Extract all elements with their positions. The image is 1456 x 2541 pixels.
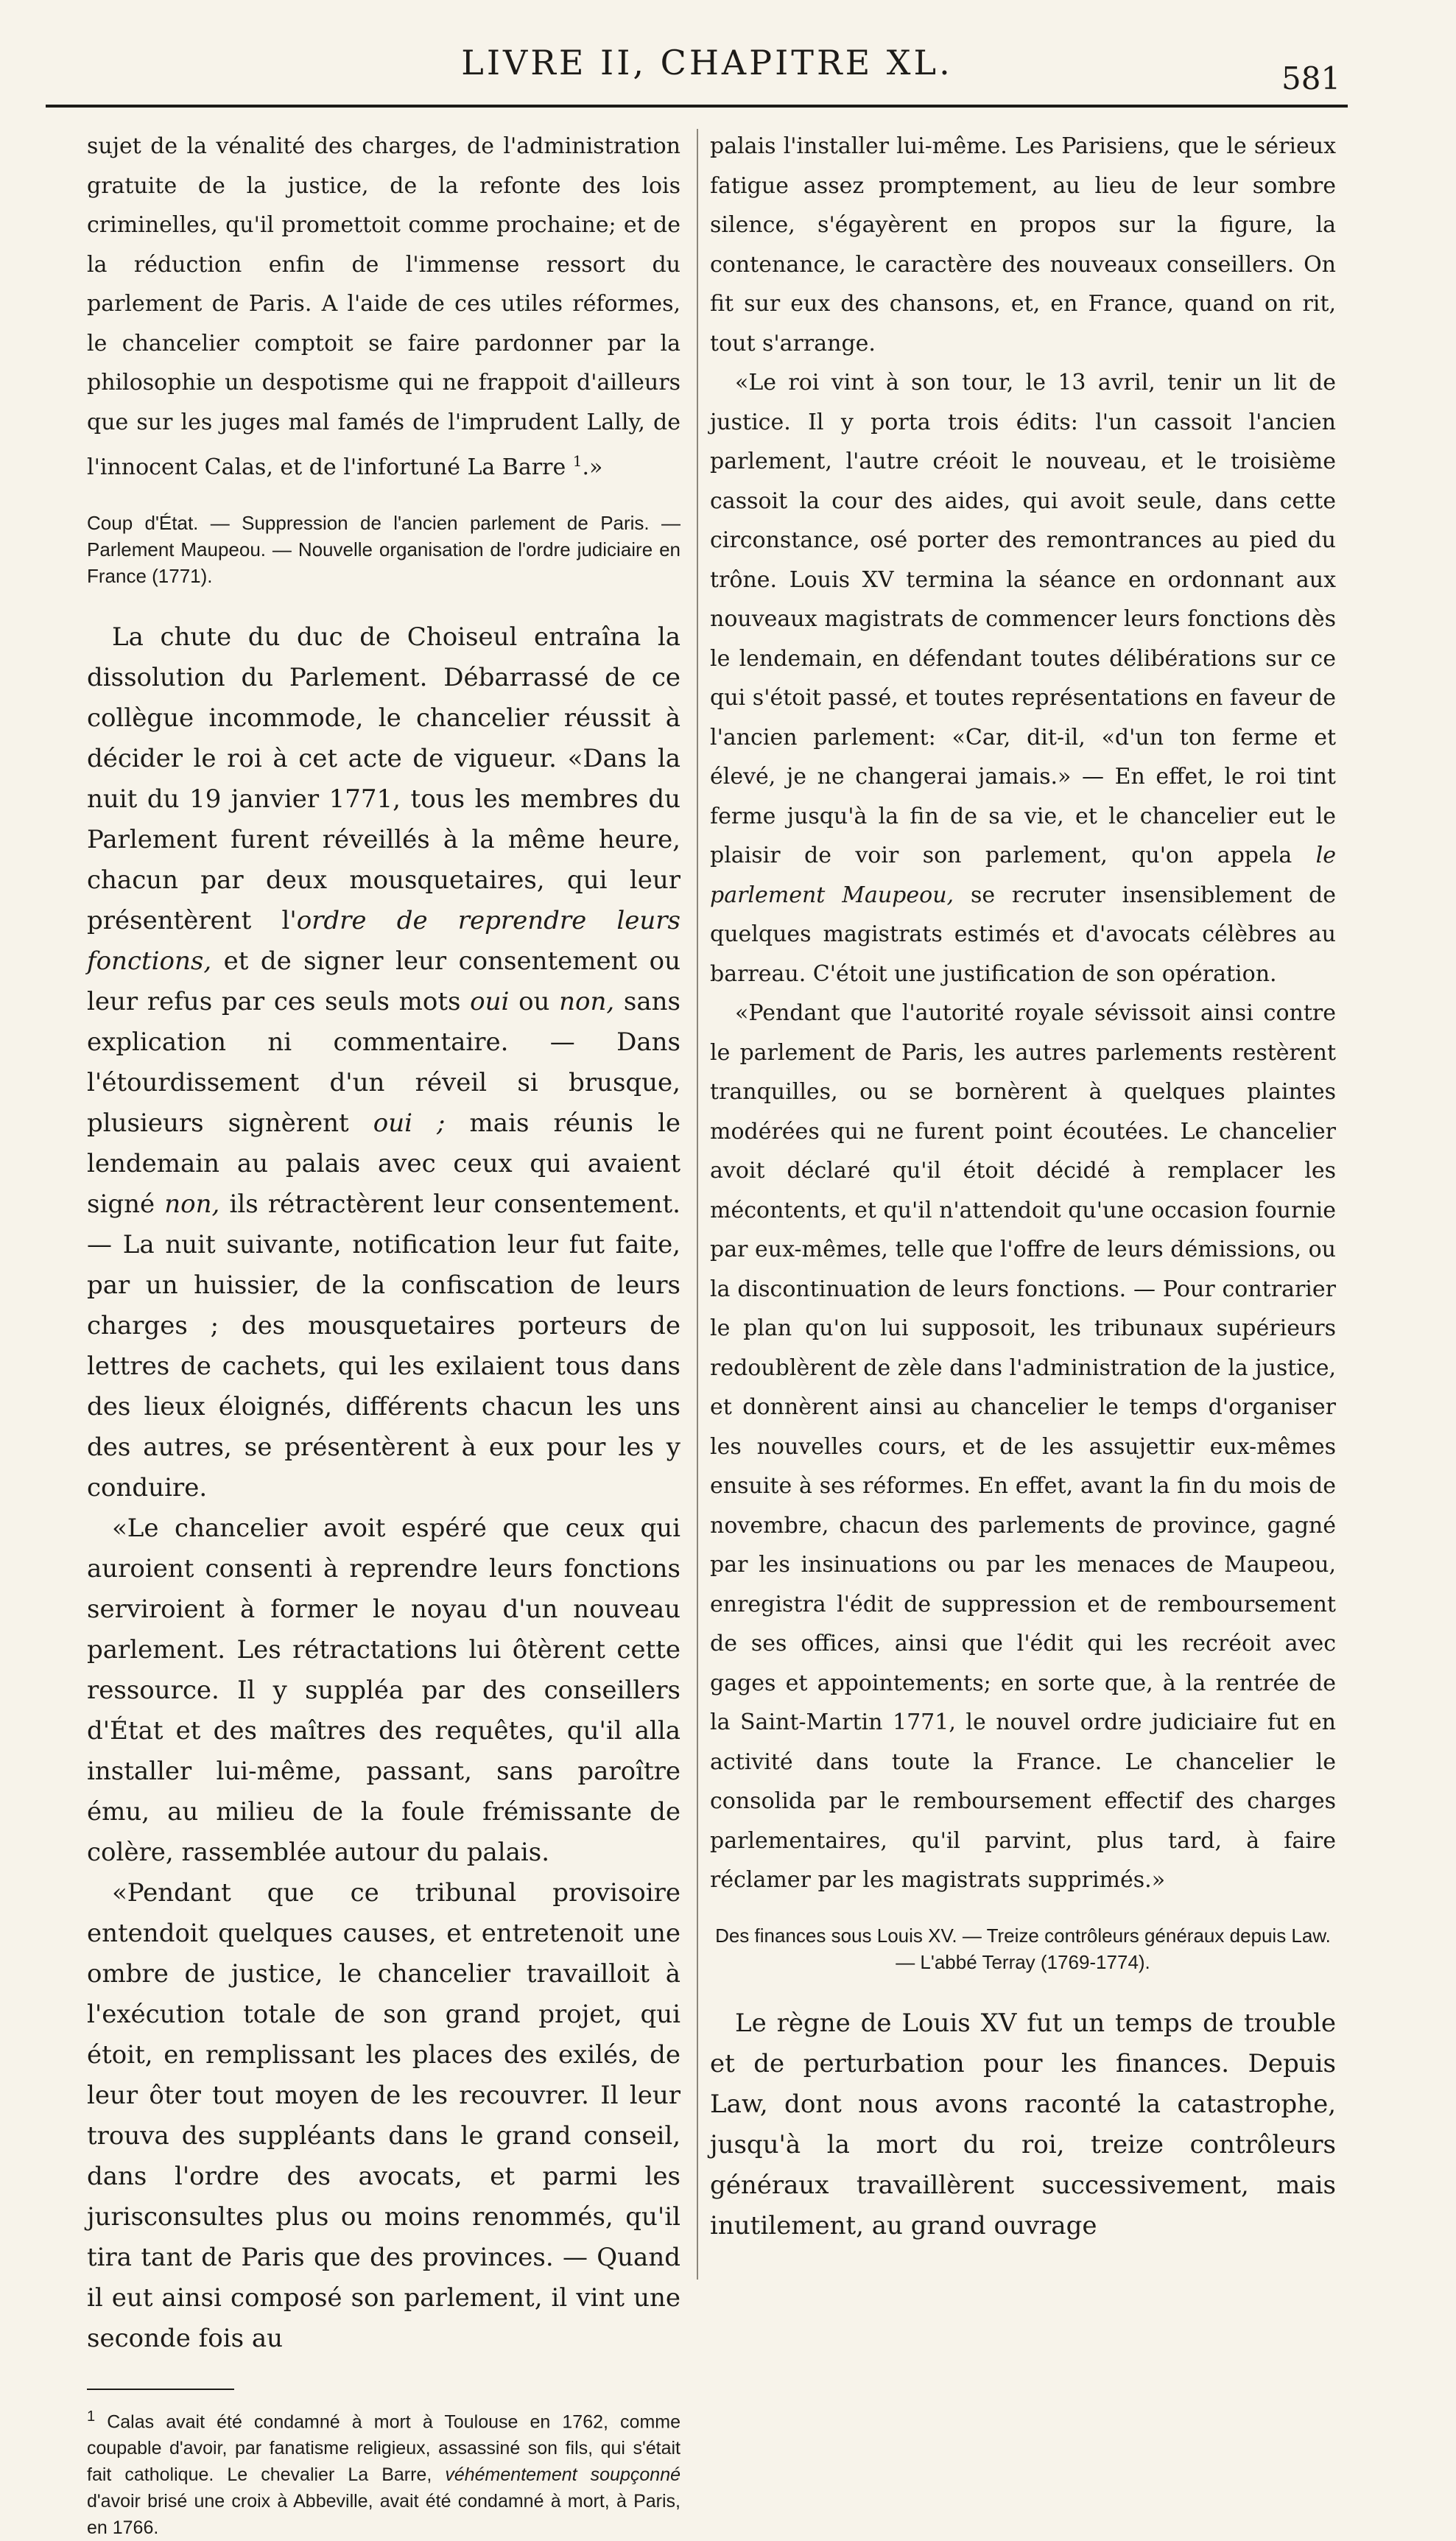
footnote-rule <box>87 2389 234 2390</box>
paragraph: Le règne de Louis XV fut un temps de trouble et de perturbation pour les finances. Depuis Law, dont nous avons raconté la catastrophe, jusqu'à la mort du roi, treize contrôleurs généraux travaillèrent successivement, mais inutilement, au grand ouvrage <box>710 2008 1336 2240</box>
right-column <box>710 127 1336 2246</box>
section-summary: Coup d'État. — Suppression de l'ancien parlement de Paris. — Parlement Maupeou. — Nouvelle organisation de l'ordre judiciaire en France (1771). <box>87 511 680 587</box>
paragraph: sujet de la vénalité des charges, de l'administration gratuite de la justice, de la refonte des lois criminelles, qu'il promettoit comme prochaine; et de la réduction enfin de l'immense ressort du parlement de Paris. A l'aide de ces utiles réformes, le chancelier comptoit se faire pardonner par la philosophie un despotisme qui ne frappoit d'ailleurs que sur les juges mal famés de l'imprudent Lally, de l'innocent Calas, et de l'infortuné La Barre $^1$.» <box>87 133 680 480</box>
paragraph: «Pendant que l'autorité royale sévissoit ainsi contre le parlement de Paris, les autres parlements restèrent tranquilles, ou se bornèrent à quelques plaintes modérées qui ne furent point écoutées. Le chancelier avoit déclaré qu'il étoit décidé à remplacer les mécontents, et qu'il n'attendoit qu'une occasion fournie par eux-mêmes, telle que l'offre de leurs démissions, ou la discontinuation de leurs fonctions. — Pour contrarier le plan qu'on lui supposoit, les tribunaux supérieurs redoublèrent de zèle dans l'administration de la justice, et donnèrent ainsi au chancelier le temps d'organiser les nouvelles cours, et de les assujettir eux-mêmes ensuite à ses réformes. En effet, avant la fin du mois de novembre, chacun des parlements de province, gagné par les insinuations ou par les menaces de Maupeou, enregistra l'édit de suppression et de remboursement de ses offices, ainsi que l'édit qui les recréoit avec gages et appointements; en sorte que, à la rentrée de la Saint-Martin 1771, le nouvel ordre judiciaire fut en activité dans toute la France. Le chancelier le consolida par le remboursement effectif des charges parlementaires, qu'il parvint, plus tard, à faire réclamer par les magistrats supprimés.» <box>710 1000 1336 1893</box>
section-summary: Des finances sous Louis XV. — Treize contrôleurs généraux depuis Law. — L'abbé Terray (1769-1774). <box>715 1924 1331 1973</box>
left-column <box>87 127 680 2541</box>
footnote-reference: 1 <box>572 452 583 470</box>
running-title: LIVRE II, CHAPITRE XL. <box>461 43 953 82</box>
page-number: 581 <box>1281 60 1341 96</box>
column-divider <box>697 129 698 2280</box>
paragraph: «Le roi vint à son tour, le 13 avril, tenir un lit de justice. Il y porta trois édits: l'un cassoit l'ancien parlement, l'autre créoit le nouveau, et le troisième cassoit la cour des aides, qui avoit seule, dans cette circonstance, osé porter des remontrances au pied du trône. Louis XV termina la séance en ordonnant aux nouveaux magistrats de commencer leurs fonctions dès le lendemain, en défendant toutes délibérations sur ce qui s'étoit passé, et toutes représentations en faveur de l'ancien parlement: «Car, dit-il, «d'un ton ferme et élevé, je ne changerai jamais.» — En effet, le roi tint ferme jusqu'à la fin de sa vie, et le chancelier eut le plaisir de voir son parlement, qu'on appela le parlement Maupeou, se recruter insensiblement de quelques magistrats estimés et d'avocats célèbres au barreau. C'étoit une justification de son opération. <box>710 370 1336 987</box>
paragraph: La chute du duc de Choiseul entraîna la dissolution du Parlement. Débarrassé de ce collègue incommode, le chancelier réussit à décider le roi à cet acte de vigueur. «Dans la nuit du 19 janvier 1771, tous les membres du Parlement furent réveillés à la même heure, chacun par deux mousquetaires, qui leur présentèrent l'ordre de reprendre leurs fonctions, et de signer leur consentement ou leur refus par ces seuls mots oui ou non, sans explication ni commentaire. — Dans l'étourdissement d'un réveil si brusque, plusieurs signèrent oui ; mais réunis le lendemain au palais avec ceux qui avaient signé non, ils rétractèrent leur consentement. — La nuit suivante, notification leur fut faite, par un huissier, de la confiscation de leurs charges ; des mousquetaires porteurs de lettres de cachets, qui les exilaient tous dans des lieux éloignés, différents chacun les uns des autres, se présentèrent à eux pour les y conduire. <box>87 622 680 1503</box>
paragraph: «Pendant que ce tribunal provisoire entendoit quelques causes, et entretenoit une ombre de justice, le chancelier travailloit à l'exécution totale de son grand projet, qui étoit, en remplissant les places des exilés, de leur ôter tout moyen de les recouvrer. Il leur trouva des suppléants dans le grand conseil, dans l'ordre des avocats, et parmi les jurisconsultes plus ou moins renommés, qu'il tira tant de Paris que des provinces. — Quand il eut ainsi composé son parlement, il vint une seconde fois au <box>87 1877 680 2353</box>
paragraph: «Le chancelier avoit espéré que ceux qui auroient consenti à reprendre leurs fonctions serviroient à former le noyau d'un nouveau parlement. Les rétractations lui ôtèrent cette ressource. Il y suppléa par des conseillers d'État et des maîtres des requêtes, qu'il alla installer lui-même, passant, sans paroître ému, au milieu de la foule frémissante de colère, rassemblée autour du palais. <box>87 1513 680 1867</box>
paragraph: palais l'installer lui-même. Les Parisiens, que le sérieux fatigue assez promptement, au lieu de leur sombre silence, s'égayèrent en propos sur la figure, la contenance, le caractère des nouveaux conseillers. On fit sur eux des chansons, et, en France, quand on rit, tout s'arrange. <box>710 133 1336 356</box>
footnote: $^1$ Calas avait été condamné à mort à Toulouse en 1762, comme coupable d'avoir, par fanatisme religieux, assassiné son fils, qui s'était fait catholique. Le chevalier La Barre, véhémentement soupçonné d'avoir brisé une croix à Abbeville, avait été condamné à mort, à Paris, en 1766. <box>87 2408 680 2538</box>
header-rule <box>46 105 1348 108</box>
